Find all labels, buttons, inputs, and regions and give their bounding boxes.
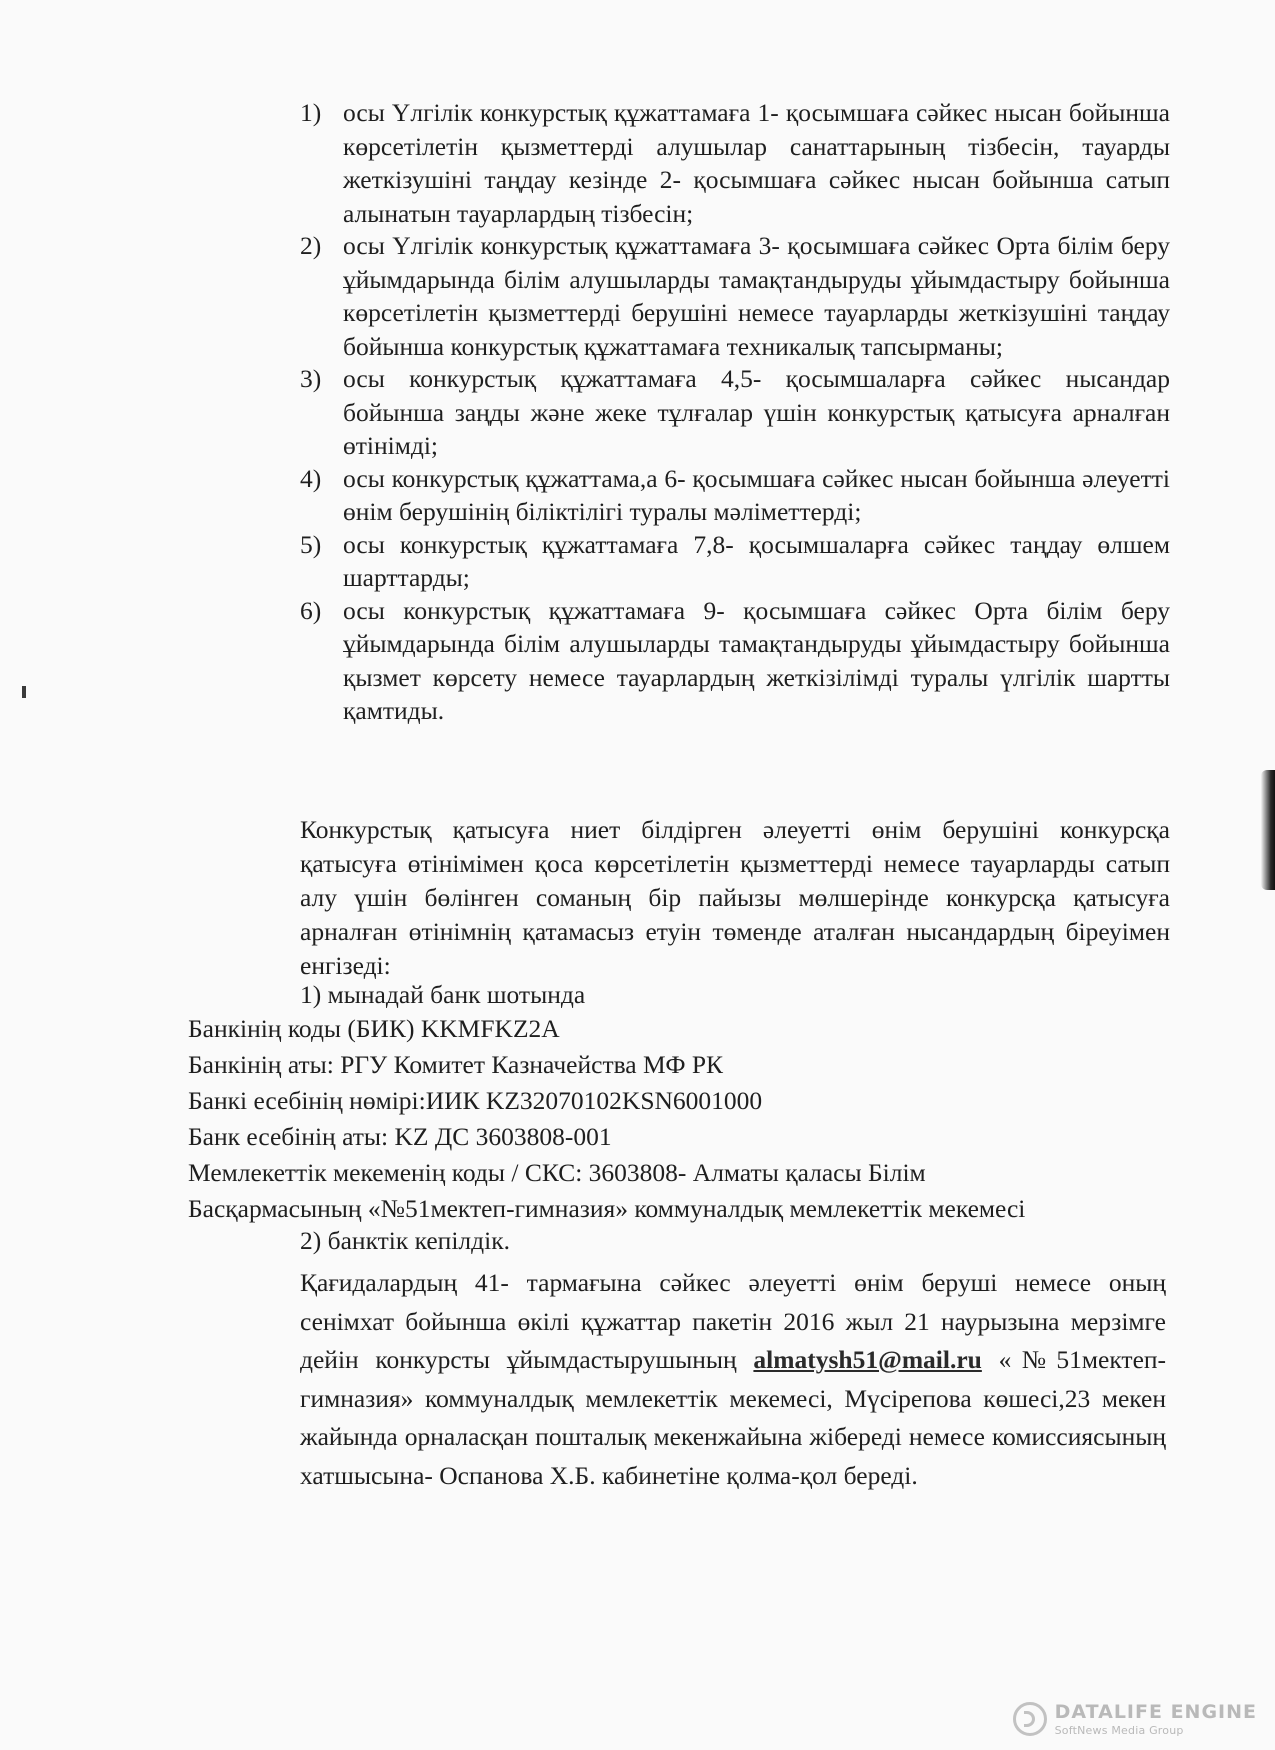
list-item-number: 4) xyxy=(300,463,322,493)
bank-name-line: Банкінің аты: РГУ Комитет Казначейства МФ РК xyxy=(188,1050,724,1079)
watermark-subtitle: SoftNews Media Group xyxy=(1054,1723,1184,1737)
list-item-text: осы конкурстық құжаттамаға 9- қосымшаға сәйкес Орта білім беру ұйымдарында білім алушыларды тамақтандыруды ұйымдастыру бойынша қызмет көрсету немесе тауарлардың жеткізілімді туралы үлгілік шартты қамтиды. xyxy=(343,595,1170,725)
list-item-text: осы Үлгілік конкурстық құжаттамаға 1- қосымшаға сәйкес нысан бойынша көрсетілетін қызметтерді алушылар санаттарының тізбесін, тауарды жеткізушіні таңдау кезінде 2- қосымшаға сәйкес нысан бойынша сатып алынатын тауарлардың тізбесін; xyxy=(343,98,1170,228)
institution-code-line: Мемлекеттік мекеменің коды / СКС: 3603808- Алматы қаласы Білім xyxy=(188,1158,926,1187)
list-item-text: осы конкурстық құжаттама,а 6- қосымшаға сәйкес нысан бойынша әлеуетті өнім берушінің біліктілігі туралы мәліметтерді; xyxy=(343,463,1170,526)
watermark-text xyxy=(1054,1700,1257,1737)
list-item-number: 6) xyxy=(300,595,322,625)
submission-text-end: «№51мектеп-гимназия» коммуналдық мемлекеттік мекемесі, Мүсірепова көшесі,23 мекен жайында орналасқан пошталық мекенжайына жібереді немесе комиссиясының хатшысына- Оспанова Х.Б. кабинетіне қолма-қол береді. xyxy=(300,1345,1167,1490)
submission-text-start: Қағидалардың 41- тармағына сәйкес әлеуетті өнім беруші немесе оның сенімхат бойынша өкілі құжаттар пакетін 2016 жыл 21 наурызына мерзімге дейін конкурсты ұйымдастырушының xyxy=(300,1268,1166,1374)
watermark xyxy=(1013,1702,1257,1736)
list-item xyxy=(300,96,1170,230)
option-number: 2) xyxy=(300,1226,322,1255)
scan-mark xyxy=(22,686,26,698)
list-item xyxy=(300,229,1170,363)
list-item xyxy=(300,528,1170,595)
list-item-number: 5) xyxy=(300,529,322,559)
bank-details xyxy=(188,1011,1188,1227)
option-bank-account xyxy=(300,978,585,1012)
option-text: банктік кепілдік. xyxy=(327,1226,510,1255)
submission-paragraph xyxy=(300,1264,1166,1495)
requirements-list xyxy=(300,96,1170,727)
list-item xyxy=(300,362,1170,463)
email-link[interactable]: almatysh51@mail.ru xyxy=(753,1345,982,1374)
list-item-number: 2) xyxy=(300,231,322,260)
option-bank-guarantee xyxy=(300,1224,510,1258)
watermark-title: DATALIFE ENGINE xyxy=(1054,1700,1257,1723)
list-item xyxy=(300,594,1170,728)
list-item-number: 3) xyxy=(300,364,322,393)
list-item xyxy=(300,462,1170,529)
list-item-text: осы конкурстық құжаттамаға 7,8- қосымшаларға сәйкес таңдау өлшем шарттарды; xyxy=(343,529,1170,592)
list-item-text: осы конкурстық құжаттамаға 4,5- қосымшаларға сәйкес нысандар бойынша заңды және жеке тұлғалар үшін конкурстық қатысуға арналған өтінімді; xyxy=(343,364,1170,460)
bank-code-line: Банкінің коды (БИК) KKMFKZ2A xyxy=(188,1014,560,1043)
bank-account-number-line: Банкі есебінің нөмірі:ИИК KZ32070102KSN6001000 xyxy=(188,1086,763,1115)
institution-name-line: Басқармасының «№51мектеп-гимназия» коммуналдық мемлекеттік мекемесі xyxy=(188,1194,1026,1223)
list-item-text: осы Үлгілік конкурстық құжаттамаға 3- қосымшаға сәйкес Орта білім беру ұйымдарында білім алушыларды тамақтандыруды ұйымдастыру бойынша көрсетілетін қызметтерді берушіні немесе тауарларды жеткізушіні таңдау бойынша конкурстық құжаттамаға техникалық тапсырманы; xyxy=(343,231,1170,361)
security-paragraph: Конкурстық қатысуға ниет білдірген әлеуетті өнім берушіні конкурсқа қатысуға өтінімімен қоса көрсетілетін қызметтерді немесе тауарларды сатып алу үшін бөлінген соманың бір пайызы мөлшерінде конкурсқа қатысуға арналған өтінімнің қатамасыз етуін төменде аталған нысандардың біреуімен енгізеді: xyxy=(300,815,1170,980)
option-text: мынадай банк шотында xyxy=(327,980,586,1009)
bank-account-name-line: Банк есебінің аты: KZ ДС 3603808-001 xyxy=(188,1122,612,1151)
option-number: 1) xyxy=(300,980,322,1009)
datalife-logo-icon xyxy=(1013,1702,1047,1736)
scan-edge-shadow xyxy=(1261,770,1275,890)
list-item-number: 1) xyxy=(300,98,322,127)
